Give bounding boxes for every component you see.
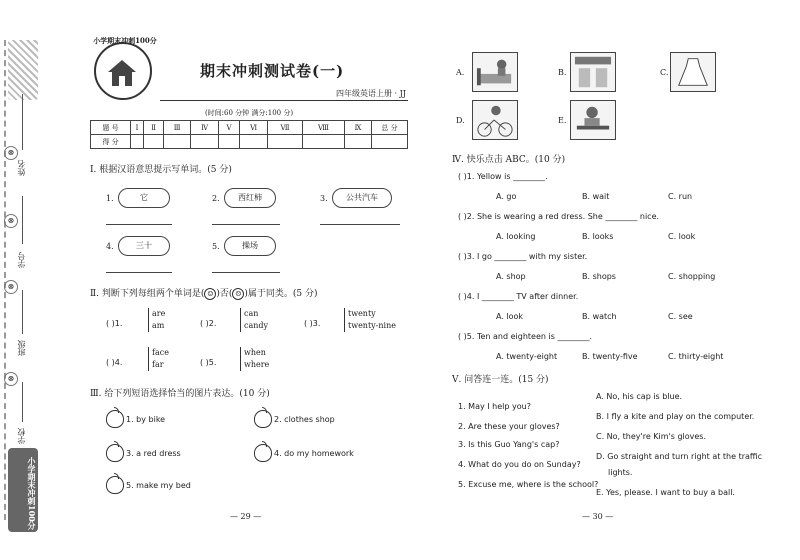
dress-icon [670, 52, 716, 92]
question-stem: ( )5. Ten and eighteen is ________. [458, 332, 592, 341]
cut-mark-icon: ⊗ [4, 146, 18, 160]
answer-blank[interactable] [106, 224, 172, 225]
option-b[interactable]: B. twenty-five [582, 352, 638, 361]
grade-label: 四年级英语上册 · JJ [335, 89, 406, 98]
section-5-title: Ⅴ. 问答连一连。(15 分) [452, 375, 549, 385]
judge-number[interactable]: ( )2. [200, 319, 217, 328]
word-b: candy [244, 321, 269, 330]
match-answer[interactable]: C. No, they're Kim's gloves. [596, 432, 707, 441]
match-answer[interactable]: B. I fly a kite and play on the computer. [596, 412, 755, 421]
id-line [22, 196, 23, 244]
match-answer-cont: lights. [608, 468, 633, 477]
question-stem: ( )2. She is wearing a red dress. She ________ nice. [458, 212, 660, 221]
question-stem: ( )3. I go ________ with my sister. [458, 252, 588, 261]
option-b[interactable]: B. watch [582, 312, 617, 321]
option-b[interactable]: B. shops [582, 272, 616, 281]
left-page [90, 36, 408, 540]
picture-label: B. [558, 68, 567, 77]
word-pair [148, 308, 165, 332]
phrase-item: 5. make my bed [126, 481, 191, 490]
apple-answer-box[interactable] [106, 476, 124, 494]
answer-blank[interactable] [212, 224, 280, 225]
answer-blank[interactable] [212, 272, 280, 273]
match-question[interactable]: 3. Is this Guo Yang's cap? [458, 440, 560, 449]
match-answer[interactable]: E. Yes, please. I want to buy a ball. [596, 488, 735, 497]
option-a[interactable]: A. look [496, 312, 524, 321]
score-cell[interactable] [191, 135, 219, 149]
item-number: 4. [106, 242, 114, 251]
word-b: where [244, 360, 270, 369]
title-rule [160, 100, 408, 101]
page-number: — 29 — [230, 512, 262, 521]
section-2-title-b: )否( [216, 289, 233, 299]
item-number: 3. [320, 194, 328, 203]
judge-number[interactable]: ( )3. [304, 319, 321, 328]
happy-face-icon: ☺ [204, 288, 216, 300]
match-answer[interactable]: A. No, his cap is blue. [596, 392, 683, 401]
cloud-word: 它 [118, 188, 170, 208]
picture-label: E. [558, 116, 567, 125]
cut-mark-icon: ⊗ [4, 372, 18, 386]
cloud-word: 公共汽车 [332, 188, 392, 208]
cut-mark-icon: ⊗ [4, 214, 18, 228]
apple-answer-box[interactable] [254, 444, 272, 462]
brand-logo [90, 36, 160, 102]
score-cell[interactable] [131, 135, 144, 149]
apple-answer-box[interactable] [254, 410, 272, 428]
word-a: are [152, 309, 166, 318]
question-stem: ( )4. I ________ TV after dinner. [458, 292, 579, 301]
brand-text: 小学期末冲刺100分 [93, 36, 157, 45]
word-pair [148, 347, 169, 371]
phrase-item: 4. do my homework [274, 449, 354, 458]
word-a: twenty [348, 309, 376, 318]
score-header-cell: Ⅰ [131, 121, 144, 135]
score-header-cell: Ⅴ [219, 121, 240, 135]
word-pair [240, 347, 269, 371]
score-cell[interactable] [372, 135, 408, 149]
word-b: far [152, 360, 164, 369]
phrase-item: 2. clothes shop [274, 415, 335, 424]
section-2-title-c: )属于同类。(5 分) [244, 289, 318, 299]
bike-icon [472, 100, 518, 140]
picture-label: A. [456, 68, 465, 77]
score-header-cell: Ⅶ [268, 121, 303, 135]
match-question[interactable]: 1. May I help you? [458, 402, 531, 411]
option-a[interactable]: A. twenty-eight [496, 352, 558, 361]
word-a: can [244, 309, 259, 318]
score-header-cell: 题 号 [91, 121, 131, 135]
name-line [22, 94, 23, 150]
phrase-item: 1. by bike [126, 415, 166, 424]
option-c[interactable]: C. shopping [668, 272, 716, 281]
time-info: (时间:60 分钟 满分:100 分) [204, 109, 294, 117]
judge-number[interactable]: ( )4. [106, 358, 123, 367]
school-line [22, 382, 23, 422]
score-header-cell: Ⅱ [144, 121, 164, 135]
word-pair [344, 308, 396, 332]
word-b: twenty-nine [348, 321, 396, 330]
word-pair [240, 308, 268, 332]
right-page [452, 40, 782, 540]
option-b[interactable]: B. wait [582, 192, 610, 201]
score-cell[interactable] [240, 135, 268, 149]
cut-mark-icon: ⊗ [4, 280, 18, 294]
judge-number[interactable]: ( )1. [106, 319, 123, 328]
score-value-row [91, 135, 408, 149]
series-logo: 小学期末冲刺100分 [8, 448, 38, 532]
section-2-title-a: Ⅱ. 判断下列每组两个单词是( [90, 289, 205, 299]
class-line [22, 290, 23, 334]
class-label: 班级 [17, 340, 26, 356]
item-number: 5. [212, 242, 220, 251]
phrase-item: 3. a red dress [126, 449, 181, 458]
answer-blank[interactable] [106, 272, 172, 273]
cloud-word: 三十 [118, 236, 170, 256]
score-header-cell: Ⅲ [164, 121, 191, 135]
cloud-word: 操场 [224, 236, 276, 256]
binding-strip [0, 0, 44, 560]
making-bed-icon [472, 52, 518, 92]
clothes-shop-icon [570, 52, 616, 92]
exam-title: 期末冲刺测试卷(一) [200, 62, 345, 80]
section-1-title: Ⅰ. 根据汉语意思提示写单词。(5 分) [90, 165, 232, 175]
option-c[interactable]: C. thirty-eight [668, 352, 724, 361]
page-number: — 30 — [582, 512, 614, 521]
homework-icon [570, 100, 616, 140]
option-c[interactable]: C. run [668, 192, 693, 201]
match-question[interactable]: 5. Excuse me, where is the school? [458, 480, 599, 489]
house-icon [106, 58, 138, 88]
score-cell[interactable] [144, 135, 164, 149]
name-label: 姓名 [17, 160, 26, 176]
word-a: face [152, 348, 169, 357]
section-3-title: Ⅲ. 给下列短语选择恰当的图片表达。(10 分) [90, 389, 270, 399]
score-row-label: 得 分 [91, 135, 131, 149]
score-header-cell: Ⅷ [303, 121, 345, 135]
apple-answer-box[interactable] [106, 444, 124, 462]
score-cell[interactable] [303, 135, 345, 149]
option-c[interactable]: C. look [668, 232, 696, 241]
score-table [90, 120, 408, 149]
sad-face-icon: ☹ [232, 288, 244, 300]
match-question[interactable]: 4. What do you do on Sunday? [458, 460, 581, 469]
option-a[interactable]: A. looking [496, 232, 536, 241]
score-header-cell: 总 分 [372, 121, 408, 135]
item-number: 1. [106, 194, 114, 203]
question-stem: ( )1. Yellow is ________. [458, 172, 548, 181]
score-cell[interactable] [164, 135, 191, 149]
match-question[interactable]: 2. Are these your gloves? [458, 422, 560, 431]
word-b: am [152, 321, 165, 330]
picture-label: C. [660, 68, 669, 77]
section-4-title: Ⅳ. 快乐点击 ABC。(10 分) [452, 155, 566, 165]
match-answer[interactable]: D. Go straight and turn right at the traffic [596, 452, 763, 461]
school-label: 学校 [17, 428, 26, 444]
score-header-cell: Ⅳ [191, 121, 219, 135]
word-a: when [244, 348, 266, 357]
score-cell[interactable] [344, 135, 371, 149]
judge-number[interactable]: ( )5. [200, 358, 217, 367]
score-cell[interactable] [219, 135, 240, 149]
picture-label: D. [456, 116, 465, 125]
item-number: 2. [212, 194, 220, 203]
score-header-cell: Ⅵ [240, 121, 268, 135]
option-c[interactable]: C. see [668, 312, 693, 321]
answer-blank[interactable] [320, 224, 400, 225]
option-b[interactable]: B. looks [582, 232, 614, 241]
option-a[interactable]: A. shop [496, 272, 526, 281]
score-header-cell: Ⅸ [344, 121, 371, 135]
id-label: 学号 [17, 252, 26, 268]
option-a[interactable]: A. go [496, 192, 517, 201]
score-cell[interactable] [268, 135, 303, 149]
cloud-word: 西红柿 [224, 188, 276, 208]
apple-answer-box[interactable] [106, 410, 124, 428]
score-header-row [91, 121, 408, 135]
section-2-title [90, 286, 318, 300]
